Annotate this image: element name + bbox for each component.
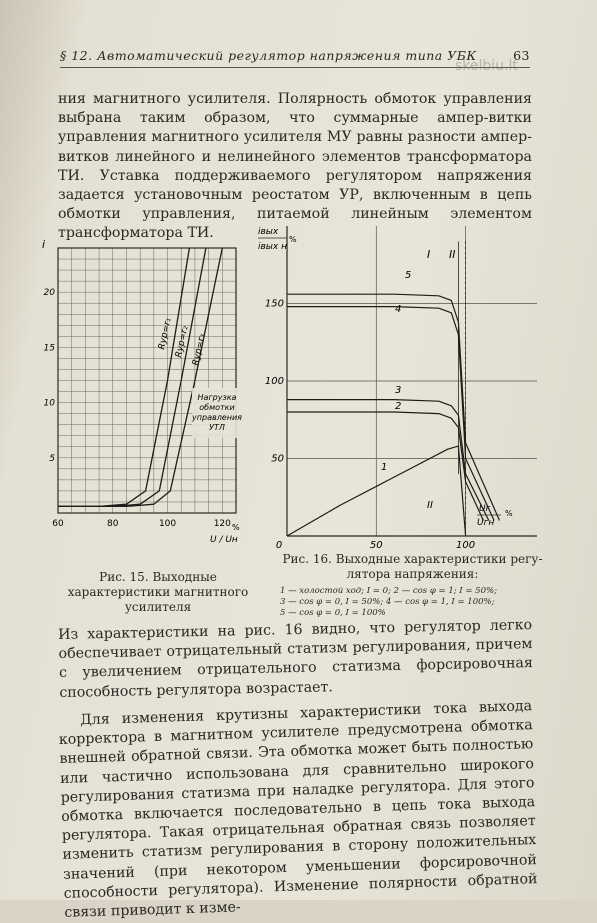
fig15-y-tick: 20 [43,288,55,299]
fig16-region-2: II [449,248,456,261]
paragraph-middle [58,616,534,703]
figure-16 [255,218,545,552]
fig16-y-unit: % [289,235,297,244]
paragraph-bottom [58,697,538,923]
fig16-y-tick: 100 [264,376,284,387]
svg-text:управления: управления [192,413,242,422]
figure-16-caption [280,552,545,619]
fig15-y-tick: 5 [49,453,55,464]
fig16-region-3: II [427,500,433,511]
fig16-x-tick: 50 [369,540,383,548]
fig16-legend-line2: 3 — cos φ = 0, I = 50%; 4 — cos φ = 1, I = 100%; [280,597,495,607]
fig15-curve-label-2: Rур=r₂ [174,325,191,359]
figure-15-chart [36,238,248,558]
svg-text:обмотки: обмотки [199,403,235,412]
section-title: § 12. Автоматический регулятор напряжения типа УБК [60,48,477,63]
fig16-x-tick: 100 [456,540,476,548]
fig15-y-tick: 15 [43,343,55,354]
fig16-y-tick: 50 [271,453,284,465]
fig16-legend-line3: 5 — cos φ = 0, I = 100% [280,608,386,618]
fig16-region-1: I [427,248,431,261]
fig15-y-label: i [42,238,46,251]
fig16-x-label-den: Uгн [477,518,495,528]
fig15-x-label: U / Uн [210,535,238,545]
fig16-caption-line1: Рис. 16. Выходные характеристики регу- [282,552,543,566]
fig16-curve-label-5: 5 [405,270,412,281]
fig15-x-tick: 60 [52,519,64,529]
fig16-curve-label-1: 1 [381,462,388,473]
fig16-curve-label-3: 3 [395,385,402,396]
paragraph-text: ния магнитного усилителя. Полярность обмоток управления выбрана таким образом, что суммарные ампер-витки управления магнитного усилителя МУ равны разности ампер-витков линейного и нелинейного элементов трансформатора ТИ. Уставка поддерживаемого регулятором напряжения задается установочным реостатом УР, включенным в цепь обмотки управления, питаемой линейным элементом трансформатора ТИ. [58,91,532,242]
page-number: 63 [513,48,530,63]
paragraph-text: Из характеристики на рис. 16 видно, что регулятор легко обеспечивает отрицательный статизм регулирования, причем с увеличением отрицательного статизма форсировочная способность регулятора возрастает. [58,617,534,701]
paragraph-text: Для изменения крутизны характеристики тока выхода корректора в магнитном усилителе предусмотрена обмотка внешней обратной связи. Эта обмотка может быть полностью или частично использована для сравнительно широкого регулирования статизма при наладке регулятора. Для этого обмотка включается последовательно в цепь тока выхода регулятора. Такая отрицательная обратная связь позволяет изменить статизм регулирования в сторону положительных значений (при некотором уменьшении форсировочной способности регулятора). Изменение полярности обратной связи приводит к изме- [58,698,538,921]
fig16-caption-line2: лятора напряжения: [346,567,479,581]
fig16-x-unit: % [505,509,513,518]
figure-16-chart [255,218,545,548]
svg-text:УТЛ: УТЛ [209,423,225,432]
fig16-y-label-den: iвых н [258,242,287,252]
fig16-x-label-num: Uг [479,504,491,514]
fig16-y-tick: 150 [264,298,284,310]
fig15-x-tick: 120 [213,519,231,529]
fig16-curve-4 [287,307,494,521]
fig16-curve-label-4: 4 [395,304,402,315]
fig16-x-tick: 0 [275,540,283,548]
fig15-annotation [191,388,242,438]
fig15-x-tick: 80 [107,519,119,529]
fig15-curve-label-3: Rур=r₃ [191,333,208,367]
fig16-grid [287,226,537,536]
fig15-curve-1 [58,248,189,506]
figure-15 [36,238,248,562]
fig15-grid [58,248,236,513]
fig15-y-tick: 10 [43,398,55,409]
watermark-text: skelbiu.lt [455,58,518,74]
fig16-legend-line1: 1 — холостой ход; I = 0; 2 — cos φ = 1; I = 50%; [280,586,497,596]
fig16-legend [280,586,545,619]
fig16-y-label-num: iвых [258,227,279,237]
fig16-curve-label-2: 2 [395,401,402,412]
fig15-x-tick: 100 [158,519,177,529]
fig16-curves [287,294,500,536]
svg-text:Нагрузка: Нагрузка [197,393,237,402]
figure-15-caption: Рис. 15. Выходные характеристики магнитного усилителя [67,570,249,614]
fig15-curve-2 [58,248,206,506]
fig15-curve-label-1: Rур=r₁ [157,317,174,351]
fig15-x-unit: % [232,523,240,532]
